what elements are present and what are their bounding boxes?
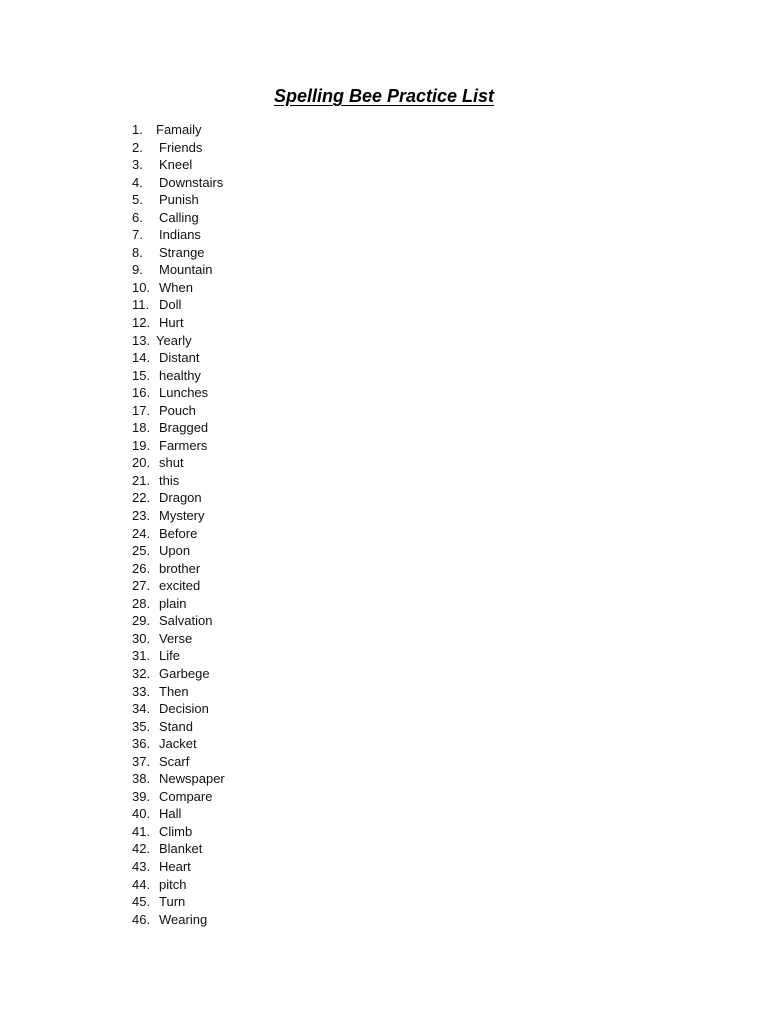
list-item-number: 41.: [132, 823, 151, 839]
list-item-word: Jacket: [159, 736, 197, 752]
list-item-word: healthy: [159, 367, 201, 383]
list-item-word: Yearly: [156, 332, 192, 348]
list-item-word: Kneel: [159, 157, 193, 173]
list-item-word: Lunches: [159, 385, 209, 401]
list-item-number: 43.: [132, 858, 151, 874]
list-item: [132, 156, 225, 174]
list-item-word: Wearing: [159, 911, 208, 927]
list-item-word: Climb: [159, 823, 193, 839]
list-item: [132, 226, 225, 244]
list-item-number: 22.: [132, 490, 151, 506]
list-item-word: Stand: [159, 718, 193, 734]
list-item: [132, 612, 225, 630]
list-item: [132, 507, 225, 525]
list-item-number: 44.: [132, 876, 151, 892]
list-item-number: 6.: [132, 209, 143, 225]
list-item-number: 27.: [132, 578, 151, 594]
page-title: Spelling Bee Practice List: [273, 86, 495, 106]
list-item-number: 18.: [132, 420, 151, 436]
list-item-word: Blanket: [159, 841, 203, 857]
list-item-word: plain: [159, 595, 187, 611]
list-item-number: 34.: [132, 701, 151, 717]
list-item-word: Scarf: [159, 753, 190, 769]
list-item-word: Famaily: [156, 122, 202, 137]
list-item: [132, 893, 225, 911]
list-item-word: shut: [159, 455, 184, 471]
list-item-number: 46.: [132, 911, 151, 927]
list-item: [132, 191, 225, 209]
list-item: [132, 700, 225, 718]
list-item-word: Dragon: [159, 490, 202, 506]
list-item-number: 33.: [132, 683, 151, 699]
list-item-word: Downstairs: [159, 174, 224, 190]
list-item-number: 16.: [132, 385, 151, 401]
list-item-word: Then: [159, 683, 189, 699]
list-item-number: 3.: [132, 157, 143, 173]
list-item: [132, 840, 225, 858]
list-item: [132, 419, 225, 437]
list-item: [132, 542, 225, 560]
list-item-word: Indians: [159, 227, 201, 243]
list-item: [132, 261, 225, 279]
list-item-number: 37.: [132, 753, 151, 769]
list-item-number: 40.: [132, 806, 151, 822]
list-item: [132, 753, 225, 771]
list-item-word: Decision: [159, 701, 209, 717]
list-item-number: 9.: [132, 262, 143, 278]
list-item: [132, 735, 225, 753]
list-item-number: 5.: [132, 192, 143, 208]
list-item-word: Pouch: [159, 402, 196, 418]
list-item: [132, 209, 225, 227]
list-item: [132, 823, 225, 841]
list-item-word: Before: [159, 525, 198, 541]
list-item: [132, 718, 225, 736]
list-item-number: 24.: [132, 525, 151, 541]
list-item-word: Friends: [159, 139, 203, 155]
list-item-number: 32.: [132, 665, 151, 681]
list-item-number: 10.: [132, 279, 151, 295]
list-item: [132, 384, 225, 402]
list-item-word: brother: [159, 560, 201, 576]
list-item-number: 36.: [132, 736, 151, 752]
list-item-number: 7.: [132, 227, 143, 243]
list-item-number: 42.: [132, 841, 151, 857]
list-item: [132, 174, 225, 192]
list-item-number: 13.: [132, 332, 151, 348]
list-item-word: Compare: [159, 788, 213, 804]
list-item: [132, 244, 225, 262]
list-item: [132, 805, 225, 823]
list-item: [132, 647, 225, 665]
list-item-word: Doll: [159, 297, 182, 313]
list-item-word: Distant: [159, 350, 200, 366]
list-item-word: When: [159, 279, 193, 295]
list-item: [132, 858, 225, 876]
list-item-number: 11.: [132, 297, 150, 313]
list-item-word: Turn: [159, 894, 186, 910]
list-item: [132, 788, 225, 806]
list-item-word: pitch: [159, 876, 187, 892]
list-item-number: 31.: [132, 648, 151, 664]
list-item-number: 25.: [132, 543, 151, 559]
list-item-word: this: [159, 472, 180, 488]
list-item: [132, 577, 225, 595]
list-item-number: 29.: [132, 613, 151, 629]
list-item: [132, 454, 225, 472]
list-item: [132, 279, 225, 297]
list-item-number: 21.: [132, 472, 151, 488]
list-item-number: 4.: [132, 174, 143, 190]
list-item-word: Heart: [159, 858, 191, 874]
list-item-number: 26.: [132, 560, 151, 576]
list-item-number: 38.: [132, 771, 151, 787]
list-item-number: 39.: [132, 788, 151, 804]
list-item-number: 15.: [132, 367, 151, 383]
list-item: [132, 472, 225, 490]
list-item: [132, 402, 225, 420]
list-item-number: 12.: [132, 315, 151, 331]
list-item-word: Verse: [159, 630, 193, 646]
word-list: [132, 121, 225, 928]
list-item: [132, 876, 225, 894]
list-item: [132, 630, 225, 648]
list-item-word: Strange: [159, 244, 205, 260]
list-item-number: 30.: [132, 630, 151, 646]
list-item-number: 17.: [132, 402, 151, 418]
list-item: [132, 665, 225, 683]
list-item: [132, 121, 225, 139]
list-item-word: Garbege: [159, 665, 210, 681]
list-item-word: Hurt: [159, 315, 184, 331]
list-item: [132, 349, 225, 367]
list-item-number: 19.: [132, 437, 151, 453]
list-item: [132, 332, 225, 350]
list-item-word: Life: [159, 648, 180, 664]
list-item-number: 14.: [132, 350, 151, 366]
list-item-word: Punish: [159, 192, 199, 208]
list-item-word: excited: [159, 578, 201, 594]
list-item-number: 23.: [132, 508, 151, 524]
list-item-number: 35.: [132, 718, 151, 734]
list-item: [132, 367, 225, 385]
list-item-word: Hall: [159, 806, 182, 822]
list-item-number: 2.: [132, 139, 143, 155]
list-item-word: Bragged: [159, 420, 209, 436]
list-item-number: 28.: [132, 595, 151, 611]
list-item: [132, 314, 225, 332]
list-item-number: 1.: [132, 122, 143, 137]
list-item: [132, 489, 225, 507]
list-item-word: Calling: [159, 209, 199, 225]
list-item: [132, 911, 225, 929]
list-item-word: Upon: [159, 543, 191, 559]
list-item: [132, 595, 225, 613]
list-item: [132, 560, 225, 578]
list-item-word: Farmers: [159, 437, 208, 453]
list-item: [132, 139, 225, 157]
list-item: [132, 770, 225, 788]
list-item-word: Mystery: [159, 508, 205, 524]
list-item-word: Salvation: [159, 613, 213, 629]
list-item: [132, 683, 225, 701]
list-item: [132, 437, 225, 455]
list-item-word: Mountain: [159, 262, 213, 278]
list-item-number: 20.: [132, 455, 151, 471]
list-item: [132, 525, 225, 543]
list-item: [132, 296, 225, 314]
list-item-number: 8.: [132, 244, 143, 260]
list-item-word: Newspaper: [159, 771, 225, 787]
list-item-number: 45.: [132, 894, 151, 910]
